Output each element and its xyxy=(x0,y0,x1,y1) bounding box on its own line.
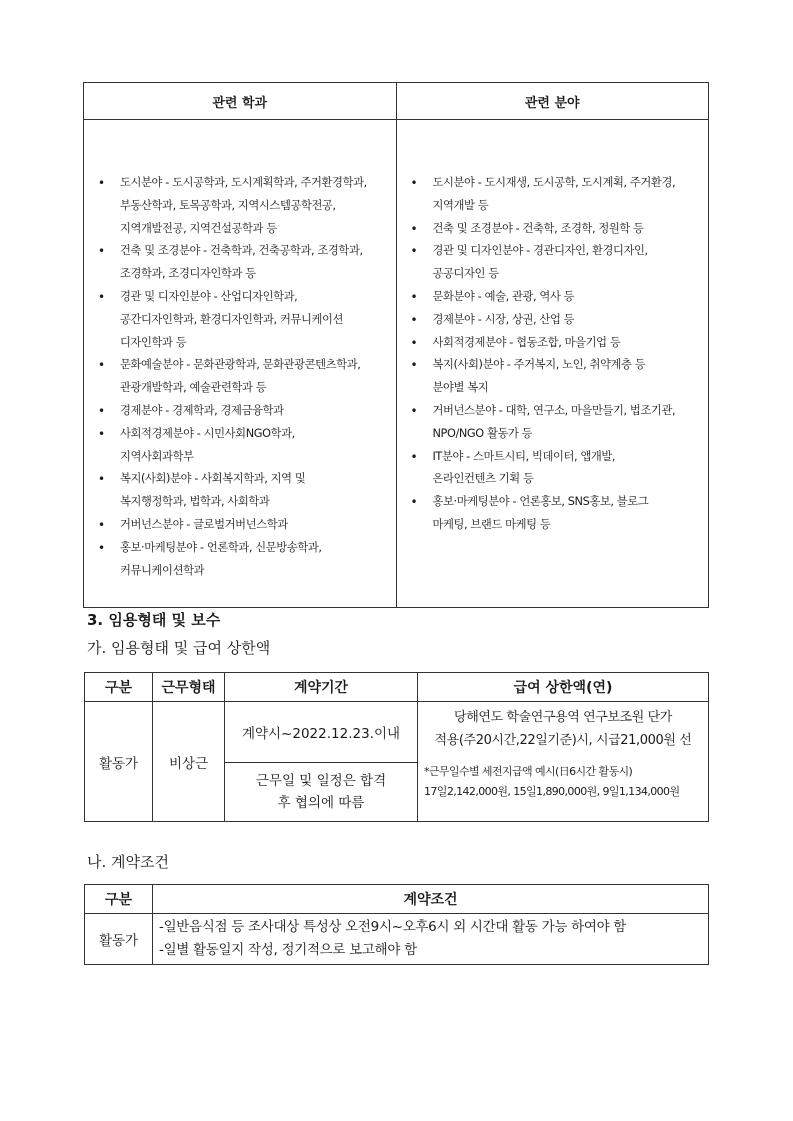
department-item-line: 커뮤니케이션학과 xyxy=(120,563,205,577)
field-item-line: • 경제분야 - 시장, 상권, 산업 등 xyxy=(432,312,575,326)
field-item xyxy=(409,240,703,286)
department-item-line: 관광개발학과, 예술관련학과 등 xyxy=(120,381,267,395)
field-item-line: 마케팅, 브랜드 마케팅 등 xyxy=(432,517,551,531)
department-item-line: • 문화예술분야 - 문화관광학과, 문화관광콘텐츠학과, xyxy=(120,358,361,372)
department-item-line: • 경제분야 - 경제학과, 경제금융학과 xyxy=(120,403,284,417)
employment-salary-table xyxy=(84,672,709,822)
header-category: 구분 xyxy=(85,885,153,914)
subsection-a-title: 가. 임용형태 및 급여 상한액 xyxy=(87,639,271,657)
category-cell: 활동가 xyxy=(85,914,153,965)
field-item-line: 공공디자인 등 xyxy=(432,267,499,281)
field-item-line: • 거버넌스분야 - 대학, 연구소, 마을만들기, 법조기관, xyxy=(432,403,676,417)
departments-list xyxy=(96,172,390,582)
department-item-line: • 거버넌스분야 - 글로벌거버넌스학과 xyxy=(120,517,288,531)
department-item-line: 부동산학과, 토목공학과, 지역시스템공학전공, xyxy=(120,198,336,212)
work-type-cell: 비상근 xyxy=(153,702,225,822)
department-item-line: • 사회적경제분야 - 시민사회NGO학과, xyxy=(120,426,295,440)
field-item-line: 온라인컨텐츠 기획 등 xyxy=(432,472,534,486)
department-item-line: • 건축 및 조경분야 - 건축학과, 건축공학과, 조경학과, xyxy=(120,244,363,258)
field-item-line: • 복지(사회)분야 - 주거복지, 노인, 취약계층 등 xyxy=(432,358,646,372)
section-3-title: 3. 임용형태 및 보수 xyxy=(87,611,221,629)
fields-cell xyxy=(396,120,709,608)
department-item-line: 공간디자인학과, 환경디자인학과, 커뮤니케이션 xyxy=(120,312,344,326)
contract-conditions-table xyxy=(84,884,709,965)
department-item xyxy=(96,354,390,400)
field-item xyxy=(409,446,703,492)
salary-note-line: *근무일수별 세전지급액 예시(日6시간 활동시) xyxy=(424,765,633,778)
field-item xyxy=(409,172,703,218)
field-item-line: • IT분야 - 스마트시티, 빅데이터, 앱개발, xyxy=(432,449,616,463)
field-item-line: • 문화분야 - 예술, 관광, 역사 등 xyxy=(432,289,575,303)
department-item xyxy=(96,172,390,240)
condition-line: -일별 활동일지 작성, 정기적으로 보고해야 함 xyxy=(159,942,417,958)
field-item xyxy=(409,218,703,241)
department-item xyxy=(96,537,390,583)
contract-period-cell: 계약시~2022.12.23.이내 xyxy=(225,702,418,763)
header-related-departments: 관련 학과 xyxy=(84,83,397,120)
header-conditions: 계약조건 xyxy=(153,885,709,914)
field-item-line: 지역개발 등 xyxy=(432,198,489,212)
related-fields-table xyxy=(83,82,709,608)
salary-line: 당해연도 학술연구용역 연구보조원 단가 xyxy=(454,710,672,725)
department-item-line: 조경학과, 조경디자인학과 등 xyxy=(120,267,256,281)
field-item-line: • 경관 및 디자인분야 - 경관디자인, 환경디자인, xyxy=(432,244,648,258)
department-item xyxy=(96,400,390,423)
department-item xyxy=(96,423,390,469)
department-item-line: 디자인학과 등 xyxy=(120,335,187,349)
department-item-line: 복지행정학과, 법학과, 사회학과 xyxy=(120,495,270,509)
fields-list xyxy=(409,172,703,537)
department-item-line: • 경관 및 디자인분야 - 산업디자인학과, xyxy=(120,289,298,303)
field-item xyxy=(409,400,703,446)
department-item-line: • 도시분야 - 도시공학과, 도시계획학과, 주거환경학과, xyxy=(120,176,367,189)
field-item-line: • 도시분야 - 도시재생, 도시공학, 도시계획, 주거환경, xyxy=(432,176,676,189)
department-item-line: 지역사회과학부 xyxy=(120,449,194,463)
schedule-line: 근무일 및 일정은 합격 xyxy=(255,773,387,789)
header-related-fields: 관련 분야 xyxy=(396,83,709,120)
header-salary-cap: 급여 상한액(연) xyxy=(418,673,709,702)
field-item-line: • 건축 및 조경분야 - 건축학, 조경학, 정원학 등 xyxy=(432,221,644,235)
field-item xyxy=(409,491,703,537)
category-cell: 활동가 xyxy=(85,702,153,822)
header-contract-period: 계약기간 xyxy=(225,673,418,702)
salary-cell xyxy=(418,702,709,822)
department-item-line: • 복지(사회)분야 - 사회복지학과, 지역 및 xyxy=(120,472,306,486)
condition-line: -일반음식점 등 조사대상 특성상 오전9시~오후6시 외 시간대 활동 가능 하여야 함 xyxy=(159,919,627,935)
field-item xyxy=(409,332,703,355)
field-item-line: • 홍보·마케팅분야 - 언론홍보, SNS홍보, 블로그 xyxy=(432,495,649,509)
department-item xyxy=(96,514,390,537)
schedule-line: 후 협의에 따름 xyxy=(277,795,365,811)
department-item xyxy=(96,286,390,354)
department-item-line: • 홍보·마케팅분야 - 언론학과, 신문방송학과, xyxy=(120,540,322,554)
subsection-b-title: 나. 계약조건 xyxy=(87,853,169,871)
salary-note-line: 17일2,142,000원, 15일1,890,000원, 9일1,134,000원 xyxy=(424,785,680,798)
field-item-line: NPO/NGO 활동가 등 xyxy=(432,426,533,440)
conditions-cell xyxy=(153,914,709,965)
salary-line: 적용(주20시간,22일기준)시, 시급21,000원 선 xyxy=(434,733,692,748)
field-item-line: • 사회적경제분야 - 협동조합, 마을기업 등 xyxy=(432,335,621,349)
departments-cell xyxy=(84,120,397,608)
header-work-type: 근무형태 xyxy=(153,673,225,702)
field-item xyxy=(409,286,703,309)
schedule-cell xyxy=(225,763,418,822)
field-item xyxy=(409,309,703,332)
field-item-line: 분야별 복지 xyxy=(432,381,489,395)
field-item xyxy=(409,354,703,400)
department-item-line: 지역개발전공, 지역건설공학과 등 xyxy=(120,221,277,235)
department-item xyxy=(96,468,390,514)
department-item xyxy=(96,240,390,286)
header-category: 구분 xyxy=(85,673,153,702)
